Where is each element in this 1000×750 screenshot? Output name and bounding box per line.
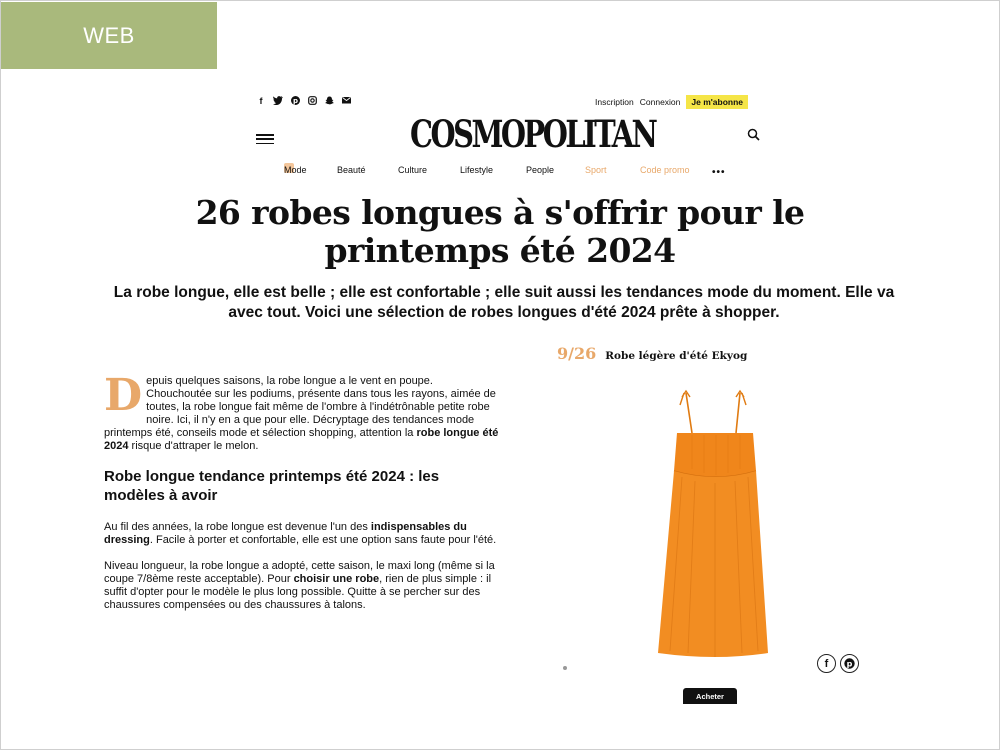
p2-text-end: . Facile à porter et confortable, elle est une option sans faute pour l'été. [149,534,497,546]
menu-icon[interactable] [256,134,274,144]
web-tag: WEB [1,2,217,69]
nav-item-code-promo[interactable]: Code promo [640,165,690,175]
paragraph-3 [104,560,500,612]
site-logo[interactable]: COSMOPOLITAN [410,112,656,156]
paragraph-2 [104,521,500,547]
slide-title: Robe légère d'été Ekyog [605,350,748,362]
buy-button[interactable]: Acheter [683,688,737,704]
social-links [256,96,351,106]
nav-item-culture[interactable]: Culture [398,165,428,175]
slideshow-header [557,344,747,363]
more-menu-icon[interactable]: ••• [712,167,726,178]
facebook-share-icon[interactable]: f [817,654,836,673]
article-title: 26 robes longues à s'offrir pour le printemps été 2024 [195,193,805,270]
nav-item-people[interactable]: People [526,165,555,175]
section-heading: Robe longue tendance printemps été 2024 : les modèles à avoir [104,468,440,504]
svg-text:p: p [846,659,853,669]
svg-text:p: p [292,97,298,105]
slide-counter: 9/26 [557,344,597,363]
p3-text: Niveau longueur, la robe longue a adopté, cette saison, le maxi long (même si la coupe 7/8ème reste acceptable). Pour [104,560,495,585]
connexion-link[interactable]: Connexion [639,97,681,107]
intro-bold[interactable]: robe longue été 2024 [104,427,499,452]
inscription-link[interactable]: Inscription [595,97,634,107]
subscribe-button[interactable]: Je m'abonne [686,95,748,109]
intro-paragraph [104,370,500,453]
auth-links [595,95,748,109]
p2-bold-link[interactable]: indispensables du dressing [104,521,467,546]
instagram-icon[interactable] [307,96,317,106]
p3-bold-link[interactable]: choisir une robe [293,573,380,585]
intro-text-end: risque d'attraper le melon. [128,440,259,452]
nav-item-mode[interactable]: Mode [284,165,307,175]
carousel-indicator[interactable] [563,666,567,670]
pinterest-share-icon[interactable] [840,654,859,673]
mail-icon[interactable] [341,96,351,106]
intro-text: epuis quelques saisons, la robe longue a le vent en poupe. Chouchoutée sur les podiums, présente dans tous les rayons, aimée de toutes, la robe longue fait même de l'ombre à l'indétrônable petite robe noire. Ici, il n'y en a que pour elle. Décryptage des tendances mode printemps été, conseils mode et sélection shopping, attention la [104,375,496,439]
search-icon[interactable] [746,127,762,143]
nav-item-beaute[interactable]: Beauté [337,165,366,175]
snapchat-icon[interactable] [324,96,334,106]
p2-text: Au fil des années, la robe longue est devenue l'un des [104,521,371,533]
facebook-icon[interactable]: f [259,96,263,106]
article-lead: La robe longue, elle est belle ; elle est confortable ; elle suit aussi les tendances mode du moment. Elle va avec tout. Voici une sélection de robes longues d'été 2024 prête à shopper. [113,284,895,321]
p3-text-end: , rien de plus simple : il suffit d'opter pour le modèle le plus long possible. Quitte à se percher sur des chaussures compensées ou des chaussures à talons. [104,573,492,611]
pinterest-icon[interactable] [290,96,300,106]
dress-image[interactable] [640,385,790,663]
article-body [104,370,500,625]
dropcap: D [104,370,143,421]
nav-item-lifestyle[interactable]: Lifestyle [460,165,494,175]
nav-item-sport[interactable]: Sport [585,165,607,175]
twitter-icon[interactable] [273,96,283,106]
